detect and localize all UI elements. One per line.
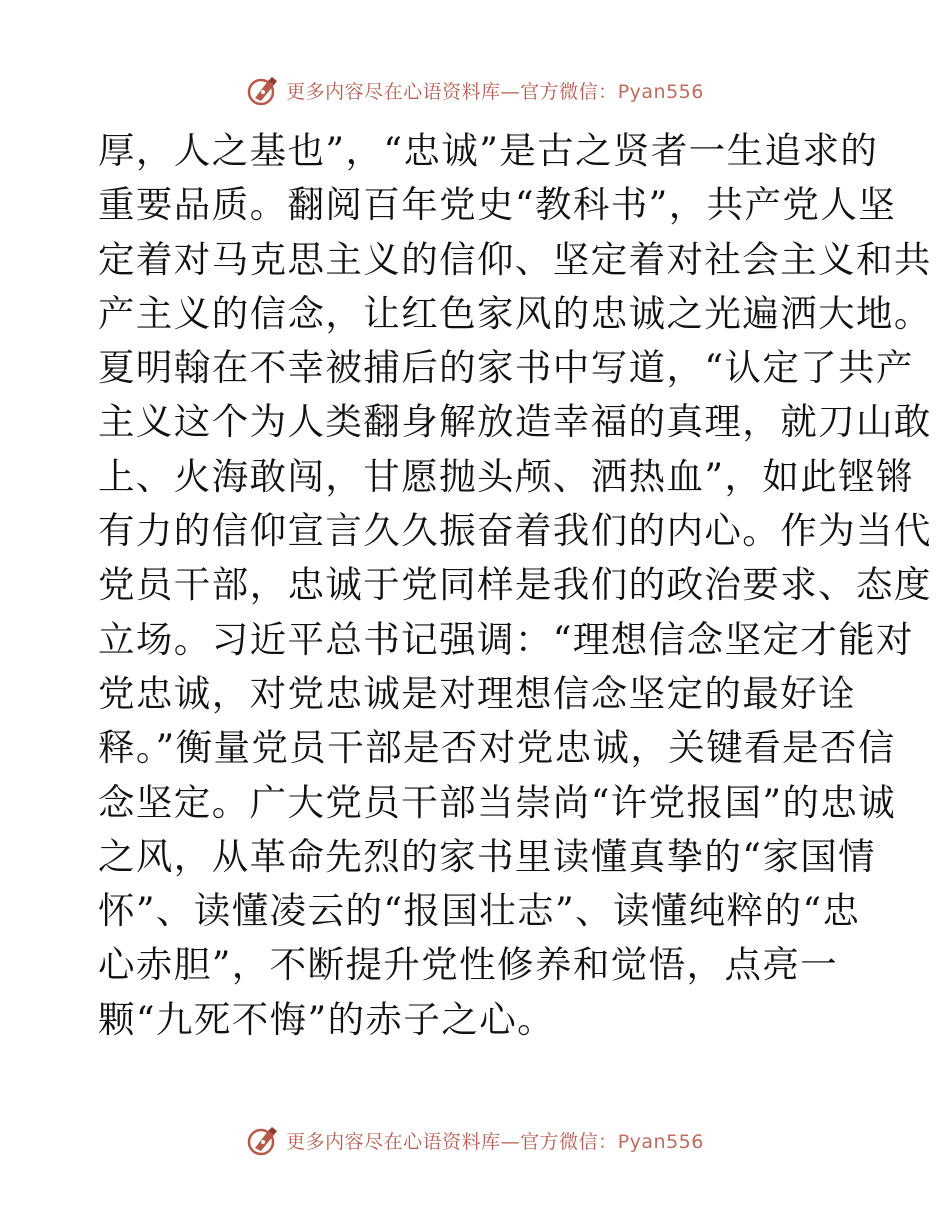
text-line: 颗“九死不悔”的赤子之心。	[98, 997, 556, 1041]
text-line: 怀”、读懂凌云的“报国壮志”、读懂纯粹的“忠	[98, 889, 861, 933]
footer-text	[286, 1127, 704, 1154]
footer-contact-id: Pyan556	[617, 1130, 704, 1153]
footer-brand-text: 更多内容尽在心语资料库	[286, 1130, 501, 1153]
text-line: 厚，人之基也”，“忠诚”是古之贤者一生追求的	[98, 129, 879, 172]
pen-nib-logo-icon	[246, 73, 280, 107]
document-body	[98, 124, 932, 1047]
text-line: 重要品质。翻阅百年党史“教科书”，共产党人坚	[98, 183, 897, 227]
footer-separator: —	[500, 1130, 521, 1153]
text-line: 主义这个为人类翻身解放造幸福的真理，就刀山敢	[98, 400, 932, 444]
text-line: 之风，从革命先烈的家书里读懂真挚的“家国情	[98, 834, 877, 878]
pen-nib-logo-icon	[246, 1123, 280, 1157]
text-line: 立场。习近平总书记强调：“理想信念坚定才能对	[98, 617, 914, 661]
text-line: 上、火海敢闯，甘愿抛头颅、洒热血”，如此铿锵	[98, 454, 914, 498]
text-line: 夏明翰在不幸被捕后的家书中写道，“认定了共产	[98, 346, 914, 390]
text-line: 定着对马克思主义的信仰、坚定着对社会主义和共	[98, 237, 932, 281]
header-contact-id: Pyan556	[617, 80, 704, 103]
text-line: 党员干部，忠诚于党同样是我们的政治要求、态度	[98, 563, 932, 607]
header-separator: —	[500, 80, 521, 103]
text-line: 释。”衡量党员干部是否对党忠诚，关键看是否信	[98, 726, 896, 770]
text-line: 产主义的信念，让红色家风的忠诚之光遍洒大地。	[98, 291, 932, 335]
text-line: 念坚定。广大党员干部当崇尚“许党报国”的忠诚	[98, 780, 897, 824]
header-banner	[0, 70, 950, 110]
text-line: 有力的信仰宣言久久振奋着我们的内心。作为当代	[98, 509, 932, 553]
text-line: 心赤胆”，不断提升党性修养和觉悟，点亮一	[98, 943, 839, 987]
header-brand-text: 更多内容尽在心语资料库	[286, 80, 501, 103]
text-line: 党忠诚，对党忠诚是对理想信念坚定的最好诠	[98, 671, 856, 715]
header-text	[286, 77, 704, 104]
header-official-label: 官方微信：	[520, 80, 618, 103]
footer-official-label: 官方微信：	[520, 1130, 618, 1153]
footer-banner	[0, 1120, 950, 1160]
